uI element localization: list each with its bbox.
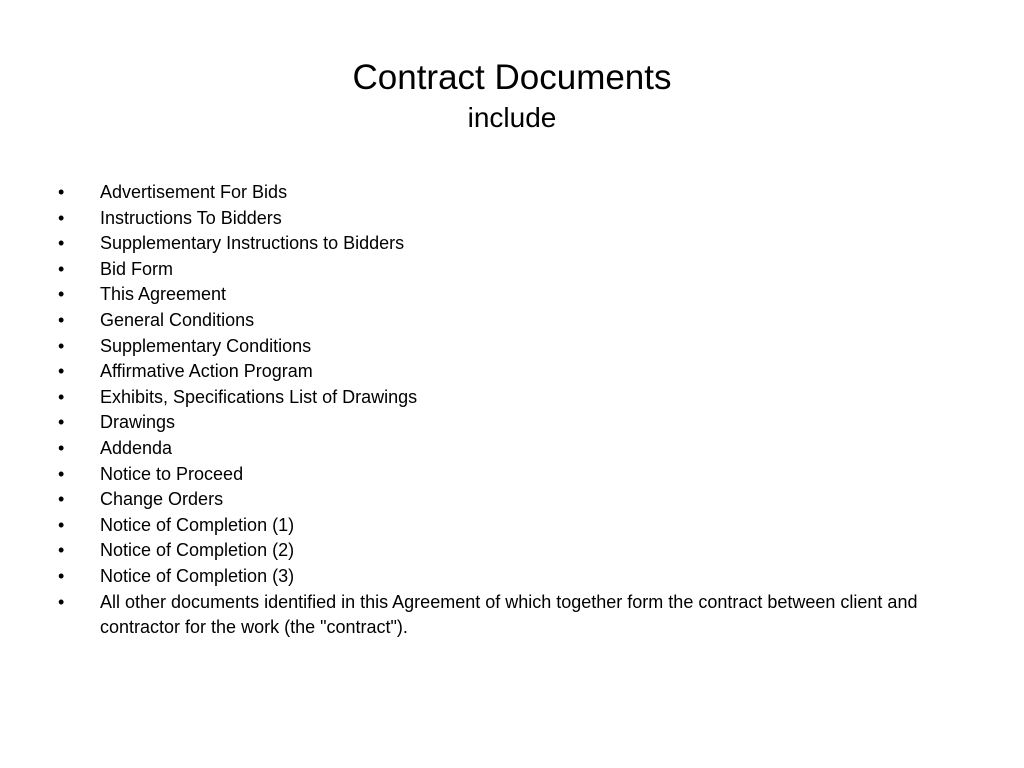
bullet-icon: •	[58, 591, 65, 612]
list-item-text: Notice to Proceed	[100, 463, 244, 484]
bullet-icon: •	[58, 233, 65, 254]
bullet-icon: •	[58, 489, 65, 510]
list-item	[58, 231, 958, 257]
list-item	[58, 385, 958, 411]
list-item	[58, 436, 958, 462]
list-item	[58, 564, 958, 590]
list-item	[58, 334, 958, 360]
bullet-icon: •	[58, 514, 65, 535]
bullet-icon: •	[58, 284, 65, 305]
list-item	[58, 487, 958, 513]
bullet-icon: •	[58, 463, 65, 484]
slide-title: Contract Documents	[352, 58, 672, 97]
list-item-text: Notice of Completion (3)	[100, 565, 295, 586]
list-item-text: Change Orders	[100, 489, 224, 510]
list-item	[58, 359, 958, 385]
bullet-icon: •	[58, 335, 65, 356]
bullet-list	[58, 180, 958, 641]
list-item-text: Supplementary Instructions to Bidders	[100, 233, 405, 254]
bullet-icon: •	[58, 207, 65, 228]
list-item-text: Advertisement For Bids	[100, 182, 288, 202]
bullet-icon: •	[58, 386, 65, 407]
title-block	[0, 56, 1024, 136]
list-item	[58, 257, 958, 283]
bullet-icon: •	[58, 361, 65, 382]
list-item	[58, 410, 958, 436]
list-item	[58, 462, 958, 488]
list-item-text: Exhibits, Specifications List of Drawings	[100, 386, 418, 407]
list-item-text: General Conditions	[100, 309, 255, 330]
bullet-icon: •	[58, 540, 65, 561]
list-item-text: Notice of Completion (2)	[100, 540, 295, 561]
bullet-icon: •	[58, 258, 65, 279]
list-item-text: Addenda	[100, 437, 173, 458]
bullet-icon: •	[58, 412, 65, 433]
list-item-text: Instructions To Bidders	[100, 207, 282, 228]
list-item-text: Supplementary Conditions	[100, 335, 312, 356]
list-item	[58, 282, 958, 308]
list-item-text: Drawings	[100, 412, 176, 433]
list-item	[58, 590, 958, 641]
list-item-text: Bid Form	[100, 258, 174, 279]
bullet-icon: •	[58, 565, 65, 586]
list-item-text: Notice of Completion (1)	[100, 514, 295, 535]
bullet-icon: •	[58, 437, 65, 458]
list-item-text: All other documents identified in this Agreement of which together form the contract between client and contractor for the work (the "contract").	[100, 591, 918, 638]
list-item	[58, 513, 958, 539]
list-item-text: This Agreement	[100, 284, 227, 305]
slide-subtitle: include	[467, 102, 557, 133]
bullet-icon: •	[58, 182, 65, 202]
bullet-icon: •	[58, 309, 65, 330]
list-item	[58, 206, 958, 232]
list-item-text: Affirmative Action Program	[100, 361, 313, 382]
list-item	[58, 538, 958, 564]
list-item	[58, 180, 958, 206]
list-item	[58, 308, 958, 334]
